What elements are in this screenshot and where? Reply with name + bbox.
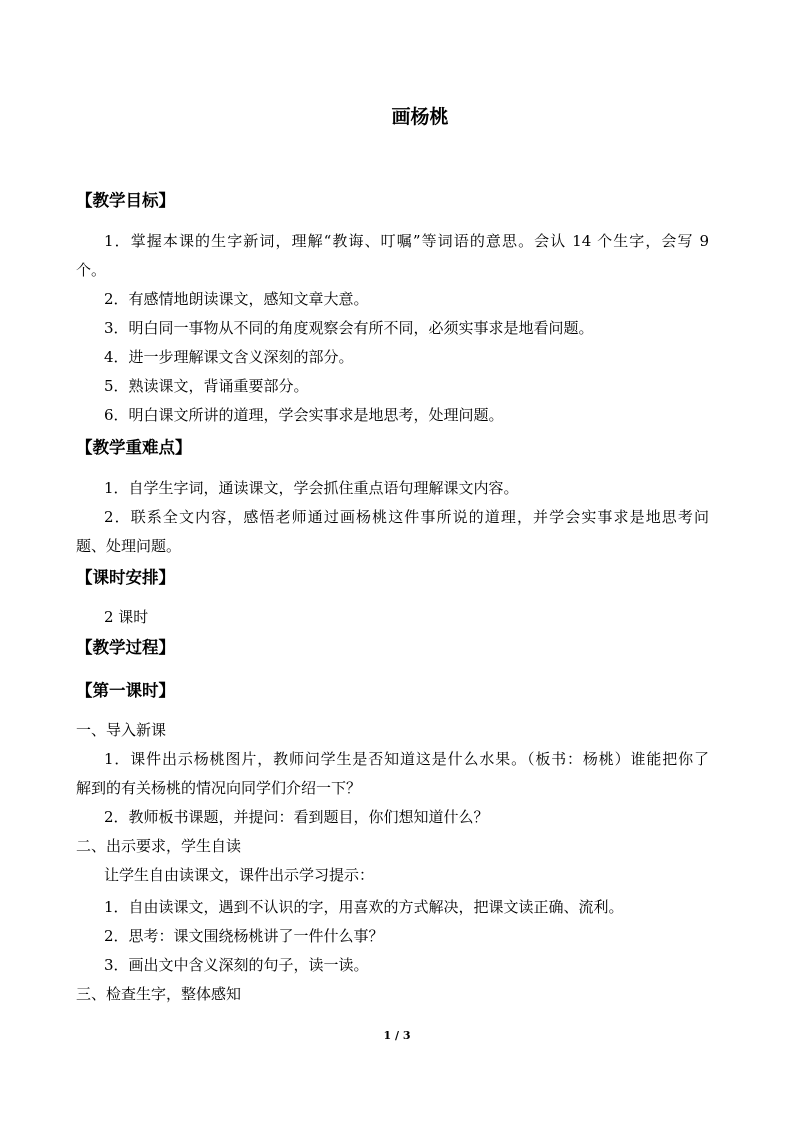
objectives-item-1-line-2: 个。 (76, 261, 107, 279)
page-number: 1 / 3 (383, 1029, 411, 1042)
objectives-item-3: 3．明白同一事物从不同的角度观察会有所不同，必须实事求是地看问题。 (104, 319, 594, 337)
document-title: 画杨桃 (391, 106, 449, 128)
process-heading: 【教学过程】 (76, 638, 175, 657)
schedule-text: 2 课时 (104, 608, 149, 626)
objectives-item-2: 2．有感情地朗读课文，感知文章大意。 (104, 290, 369, 308)
part-2-item-2: 2．思考：课文围绕杨桃讲了一件什么事？ (104, 927, 384, 945)
schedule-heading: 【课时安排】 (76, 568, 175, 587)
part-3-heading: 三、检查生字，整体感知 (76, 985, 242, 1003)
objectives-item-4: 4．进一步理解课文含义深刻的部分。 (104, 348, 354, 366)
part-2-intro: 让学生自由读课文，课件出示学习提示： (104, 866, 375, 884)
part-1-item-1-line-1: 1．课件出示杨桃图片，教师问学生是否知道这是什么水果。（板书：杨桃）谁能把你了 (104, 750, 709, 768)
key-points-item-2-line-1: 2．联系全文内容，感悟老师通过画杨桃这件事所说的道理，并学会实事求是地思考问 (104, 508, 709, 526)
part-2-item-3: 3．画出文中含义深刻的句子，读一读。 (104, 956, 369, 974)
key-points-item-2-line-2: 题、处理问题。 (76, 537, 182, 555)
objectives-item-1-line-1: 1．掌握本课的生字新词，理解“教诲、叮嘱”等词语的意思。会认 14 个生字，会写 9 (104, 232, 709, 250)
part-1-item-1-line-2: 解到的有关杨桃的情况向同学们介绍一下？ (76, 779, 362, 797)
objectives-item-6: 6．明白课文所讲的道理，学会实事求是地思考，处理问题。 (104, 406, 504, 424)
key-points-item-1: 1．自学生字词，通读课文，学会抓住重点语句理解课文内容。 (104, 479, 519, 497)
objectives-item-5: 5．熟读课文，背诵重要部分。 (104, 377, 309, 395)
part-1-item-2: 2．教师板书课题，并提问：看到题目，你们想知道什么？ (104, 808, 489, 826)
objectives-heading: 【教学目标】 (76, 191, 175, 210)
part-1-heading: 一、导入新课 (76, 721, 167, 739)
key-points-heading: 【教学重难点】 (76, 438, 192, 457)
part-2-heading: 二、出示要求，学生自读 (76, 837, 242, 855)
lesson-1-heading: 【第一课时】 (76, 681, 175, 700)
part-2-item-1: 1．自由读课文，遇到不认识的字，用喜欢的方式解决，把课文读正确、流利。 (104, 898, 624, 916)
